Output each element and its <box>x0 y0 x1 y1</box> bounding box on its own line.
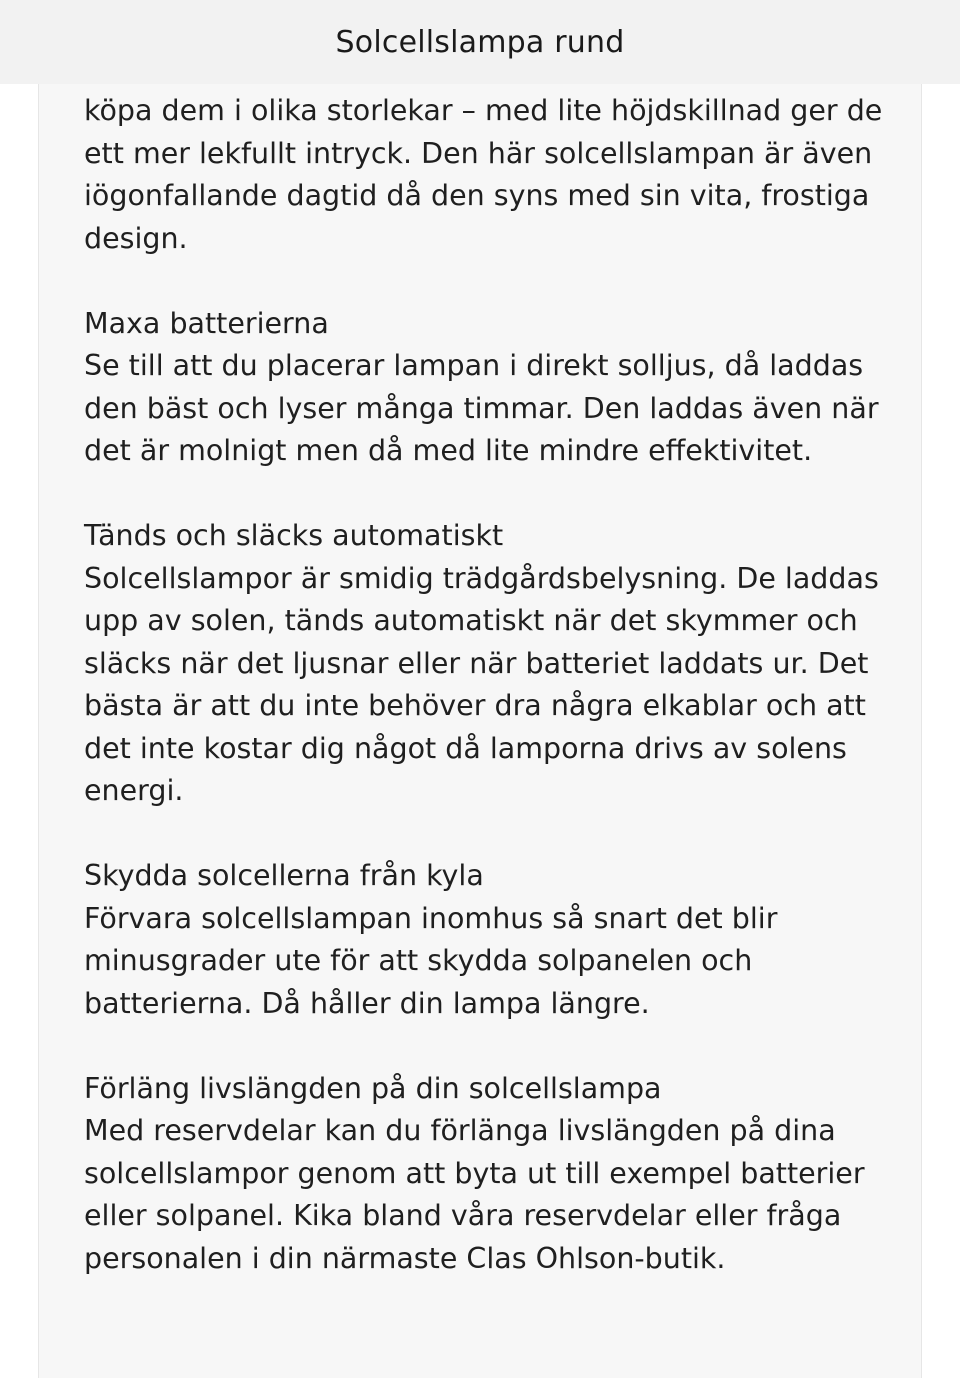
section-heading: Förläng livslängden på din solcellslampa <box>84 1071 662 1105</box>
section-body: Solcellslampor är smidig trädgårdsbelysning. De laddas upp av solen, tänds automatiskt när det skymmer och släcks när det ljusnar eller när batteriet laddats ur. Det bästa är att du inte behöver dra några elkablar och att det inte kostar dig något då lamporna drivs av solens energi. <box>84 561 879 807</box>
section-body: Förvara solcellslampan inomhus så snart det blir minusgrader ute för att skydda solpanelen och batterierna. Då håller din lampa längre. <box>84 901 778 1020</box>
section-heading: Skydda solcellerna från kyla <box>84 859 484 892</box>
description-panel[interactable] <box>38 84 922 1378</box>
description-content <box>84 90 884 1323</box>
section-heading: Maxa batterierna <box>84 306 329 340</box>
section-forlang-livslangden <box>84 1068 884 1281</box>
page-title: Solcellslampa rund <box>335 24 625 60</box>
intro-paragraph: köpa dem i olika storlekar – med lite höjdskillnad ger de ett mer lekfullt intryck. Den här solcellslampan är även iögonfallande dagtid då den syns med sin vita, frostiga design. <box>84 94 883 255</box>
section-body: Med reservdelar kan du förlänga livslängden på dina solcellslampor genom att byta ut till exempel batterier eller solpanel. Kika bland våra reservdelar eller fråga personalen i din närmaste Clas Ohlson-butik. <box>84 1114 865 1275</box>
section-skydda-solcellerna <box>84 855 884 1025</box>
section-maxa-batterierna <box>84 303 884 473</box>
section-heading: Tänds och släcks automatiskt <box>84 519 504 552</box>
section-tands-och-slacks <box>84 515 884 813</box>
app-header <box>0 0 960 84</box>
section-body: Se till att du placerar lampan i direkt solljus, då laddas den bäst och lyser många timmar. Den laddas även när det är molnigt men då med lite mindre effektivitet. <box>84 349 879 467</box>
